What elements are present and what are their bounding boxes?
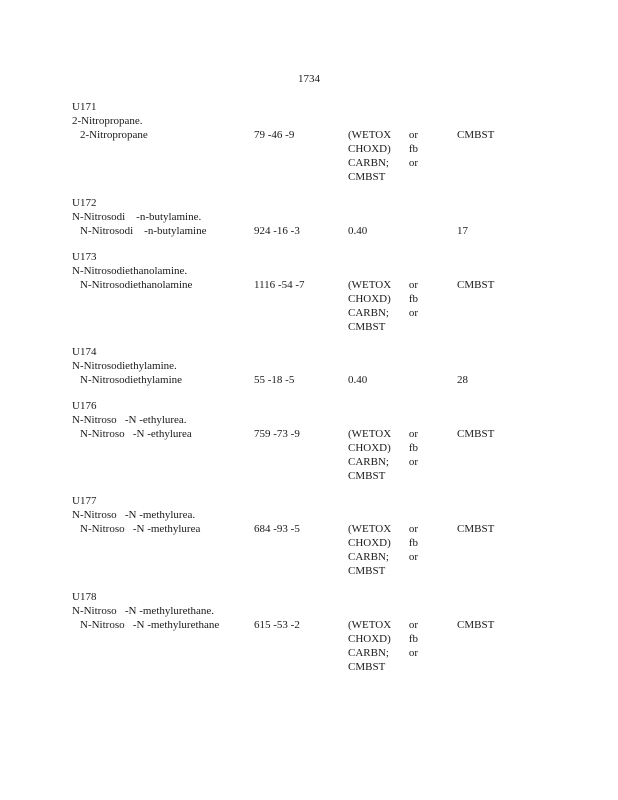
waste-entry-u176 [72, 399, 552, 483]
entry-row [72, 427, 552, 483]
cas-number: 79 -46 -9 [254, 129, 295, 141]
waste-entry-u173 [72, 250, 552, 334]
treatment-text: CMBST [348, 661, 386, 673]
chemical-name: N-Nitroso -N -ethylurea [80, 428, 192, 440]
waste-entry-u171 [72, 100, 552, 184]
waste-code: U171 [72, 101, 97, 113]
nonwastewater-standard: 28 [457, 374, 468, 386]
entry-row [72, 522, 552, 578]
treatment-text: CARBN; [348, 647, 389, 659]
treatment-technology [348, 522, 418, 578]
chemical-name: N-Nitroso -N -methylurethane [80, 619, 220, 631]
treatment-text: CHOXD) [348, 143, 391, 155]
treatment-connector: or [408, 157, 418, 169]
cas-number: 55 -18 -5 [254, 374, 295, 386]
cas-number: 1116 -54 -7 [254, 279, 305, 291]
waste-entry-u174 [72, 345, 552, 387]
treatment-connector: fb [408, 442, 418, 454]
treatment-connector: or [408, 129, 418, 141]
chemical-name: N-Nitrosodiethylamine [80, 374, 183, 386]
chemical-title: N-Nitroso -N -methylurea. [72, 509, 196, 521]
chemical-title: N-Nitrosodi -n-butylamine. [72, 211, 202, 223]
treatment-text: CARBN; [348, 551, 389, 563]
treatment-technology [348, 427, 418, 483]
treatment-text: CARBN; [348, 157, 389, 169]
waste-code: U172 [72, 197, 97, 209]
treatment-connector: or [408, 279, 418, 291]
treatment-text: (WETOX [348, 523, 392, 535]
treatment-text: CARBN; [348, 456, 389, 468]
treatment-connector: fb [408, 537, 418, 549]
treatment-connector: or [408, 619, 418, 631]
waste-entry-u178 [72, 590, 552, 674]
entry-row [72, 278, 552, 334]
waste-entry-u172 [72, 196, 552, 238]
treatment-connector: or [408, 551, 418, 563]
treatment-connector: fb [408, 633, 418, 645]
cas-number: 684 -93 -5 [254, 523, 300, 535]
treatment-value: 0.40 [348, 374, 368, 386]
treatment-technology [348, 618, 418, 674]
cas-number: 615 -53 -2 [254, 619, 300, 631]
chemical-title: N-Nitrosodiethylamine. [72, 360, 177, 372]
treatment-technology [348, 128, 418, 184]
treatment-connector: or [408, 456, 418, 468]
treatment-connector: fb [408, 143, 418, 155]
treatment-connector: or [408, 307, 418, 319]
entry-row [72, 618, 552, 674]
treatment-text: (WETOX [348, 129, 392, 141]
cas-number: 924 -16 -3 [254, 225, 300, 237]
treatment-text: CHOXD) [348, 293, 391, 305]
nonwastewater-standard: CMBST [457, 428, 495, 440]
treatment-text: CHOXD) [348, 442, 391, 454]
treatment-connector: or [408, 523, 418, 535]
chemical-name: N-Nitroso -N -methylurea [80, 523, 201, 535]
entry-row [72, 128, 552, 184]
waste-code: U173 [72, 251, 97, 263]
nonwastewater-standard: CMBST [457, 279, 495, 291]
treatment-text: CMBST [348, 171, 386, 183]
treatment-text: CMBST [348, 470, 386, 482]
nonwastewater-standard: 17 [457, 225, 468, 237]
chemical-name: 2-Nitropropane [80, 129, 148, 141]
treatment-connector: fb [408, 293, 418, 305]
waste-code: U176 [72, 400, 97, 412]
nonwastewater-standard: CMBST [457, 129, 495, 141]
waste-code: U177 [72, 495, 97, 507]
cas-number: 759 -73 -9 [254, 428, 300, 440]
treatment-text: (WETOX [348, 428, 392, 440]
treatment-text: CHOXD) [348, 537, 391, 549]
entry-row [72, 224, 552, 238]
waste-entry-u177 [72, 494, 552, 578]
nonwastewater-standard: CMBST [457, 523, 495, 535]
treatment-technology [348, 278, 418, 334]
chemical-title: 2-Nitropropane. [72, 115, 143, 127]
treatment-text: CMBST [348, 321, 386, 333]
chemical-title: N-Nitrosodiethanolamine. [72, 265, 188, 277]
waste-code: U178 [72, 591, 97, 603]
treatment-connector: or [408, 428, 418, 440]
entry-row [72, 373, 552, 387]
chemical-name: N-Nitrosodi -n-butylamine [80, 225, 207, 237]
treatment-connector: or [408, 647, 418, 659]
treatment-text: (WETOX [348, 619, 392, 631]
nonwastewater-standard: CMBST [457, 619, 495, 631]
treatment-value: 0.40 [348, 225, 368, 237]
waste-code: U174 [72, 346, 97, 358]
chemical-title: N-Nitroso -N -ethylurea. [72, 414, 187, 426]
treatment-text: (WETOX [348, 279, 392, 291]
treatment-text: CARBN; [348, 307, 389, 319]
chemical-title: N-Nitroso -N -methylurethane. [72, 605, 215, 617]
chemical-name: N-Nitrosodiethanolamine [80, 279, 193, 291]
treatment-text: CHOXD) [348, 633, 391, 645]
treatment-text: CMBST [348, 565, 386, 577]
page-number: 1734 [298, 73, 320, 85]
